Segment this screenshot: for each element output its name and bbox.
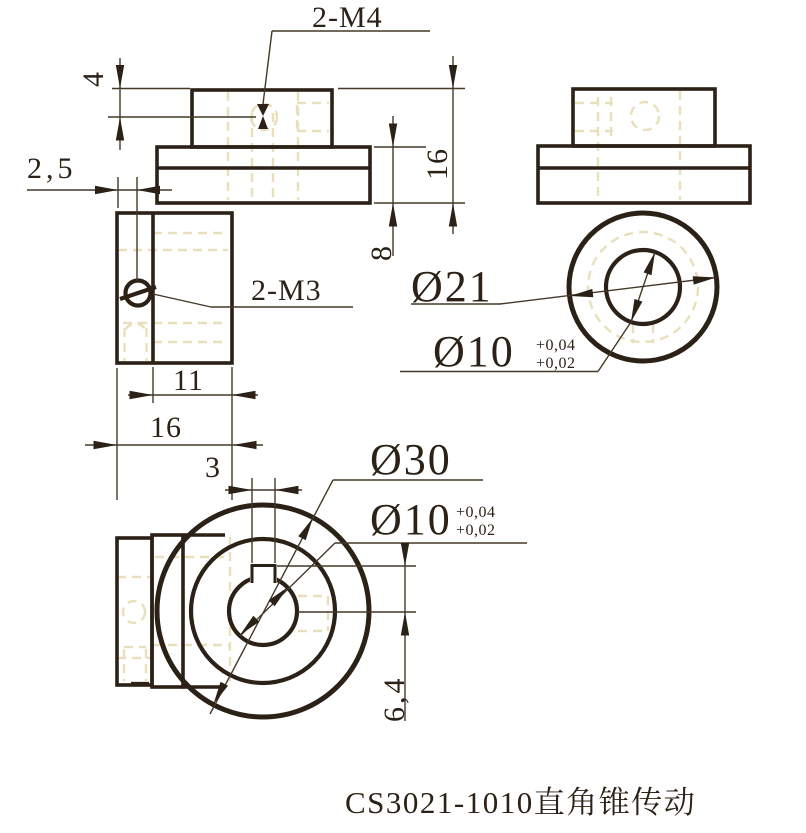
arrowhead	[389, 203, 397, 227]
hidden-keyway-arc	[125, 324, 147, 331]
outer-circle	[157, 505, 369, 717]
arrowhead	[214, 682, 229, 704]
arrowhead	[449, 65, 457, 89]
bore-circle	[229, 577, 297, 645]
bore2-tolerance-lower: +0,02	[456, 522, 496, 539]
arrowhead	[258, 116, 268, 129]
top-side-view	[538, 89, 750, 203]
arrowhead	[644, 252, 655, 275]
thread-label-side: 2-M3	[251, 274, 322, 307]
dim-setscrew-offset: 2,5	[27, 152, 77, 185]
arrowhead	[116, 65, 124, 89]
boss-circle	[191, 539, 335, 683]
arrowhead	[298, 518, 313, 540]
leader-line	[263, 31, 272, 104]
flange-outline	[157, 147, 370, 203]
arrowhead	[233, 441, 257, 449]
hidden-hole-circle	[631, 102, 659, 130]
flange-outline	[538, 146, 750, 203]
arrowhead	[137, 186, 160, 194]
arrowhead	[116, 117, 124, 141]
arrowhead	[229, 486, 253, 494]
arrowhead	[401, 543, 409, 566]
dim-flange-height: 8	[365, 245, 398, 261]
dim-boss-diameter: Ø21	[411, 262, 493, 311]
dim-keyway-width: 3	[205, 451, 221, 484]
bore2-tolerance-upper: +0,04	[456, 504, 496, 521]
arrowhead	[95, 186, 118, 194]
arrowhead	[257, 104, 269, 116]
arrowhead	[232, 391, 256, 399]
dim-total-height: 16	[421, 148, 454, 180]
arrowhead	[130, 391, 154, 399]
dimension-texts	[27, 1, 696, 820]
arrowhead	[570, 289, 593, 297]
arrowhead	[401, 612, 409, 636]
dim-keyway-depth: 6,4	[378, 675, 411, 722]
keyway-mask	[250, 572, 277, 583]
bore-tolerance-upper: +0,04	[536, 337, 576, 354]
arrowhead	[275, 486, 299, 494]
hub-outline	[117, 213, 232, 363]
arrowhead	[94, 441, 118, 449]
dim-total-length: 16	[150, 411, 182, 444]
dim-step-height: 4	[77, 71, 110, 87]
hidden-screw-circle	[123, 601, 145, 623]
arrowhead	[631, 299, 642, 322]
dim-hub-length: 11	[173, 364, 204, 397]
arrowhead	[693, 276, 716, 284]
drawing-title: CS3021-1010直角锥传动	[345, 785, 697, 820]
bottom-front-view	[117, 505, 369, 717]
left-side-view	[117, 213, 232, 363]
leader-line	[598, 321, 632, 372]
arrowhead	[449, 203, 457, 227]
arrowhead	[389, 124, 397, 148]
hub-block-outline	[192, 90, 332, 147]
dim-bore-diameter: Ø10	[433, 327, 515, 376]
dim-bore2-diameter: Ø10	[370, 495, 452, 544]
hub-block-outline	[573, 89, 715, 146]
leader-line	[153, 294, 211, 307]
thread-label-top: 2-M4	[312, 1, 383, 34]
dimension-graphics	[27, 31, 716, 721]
bore-tolerance-lower: +0,02	[536, 355, 576, 372]
dim-outer-diameter: Ø30	[370, 435, 452, 484]
